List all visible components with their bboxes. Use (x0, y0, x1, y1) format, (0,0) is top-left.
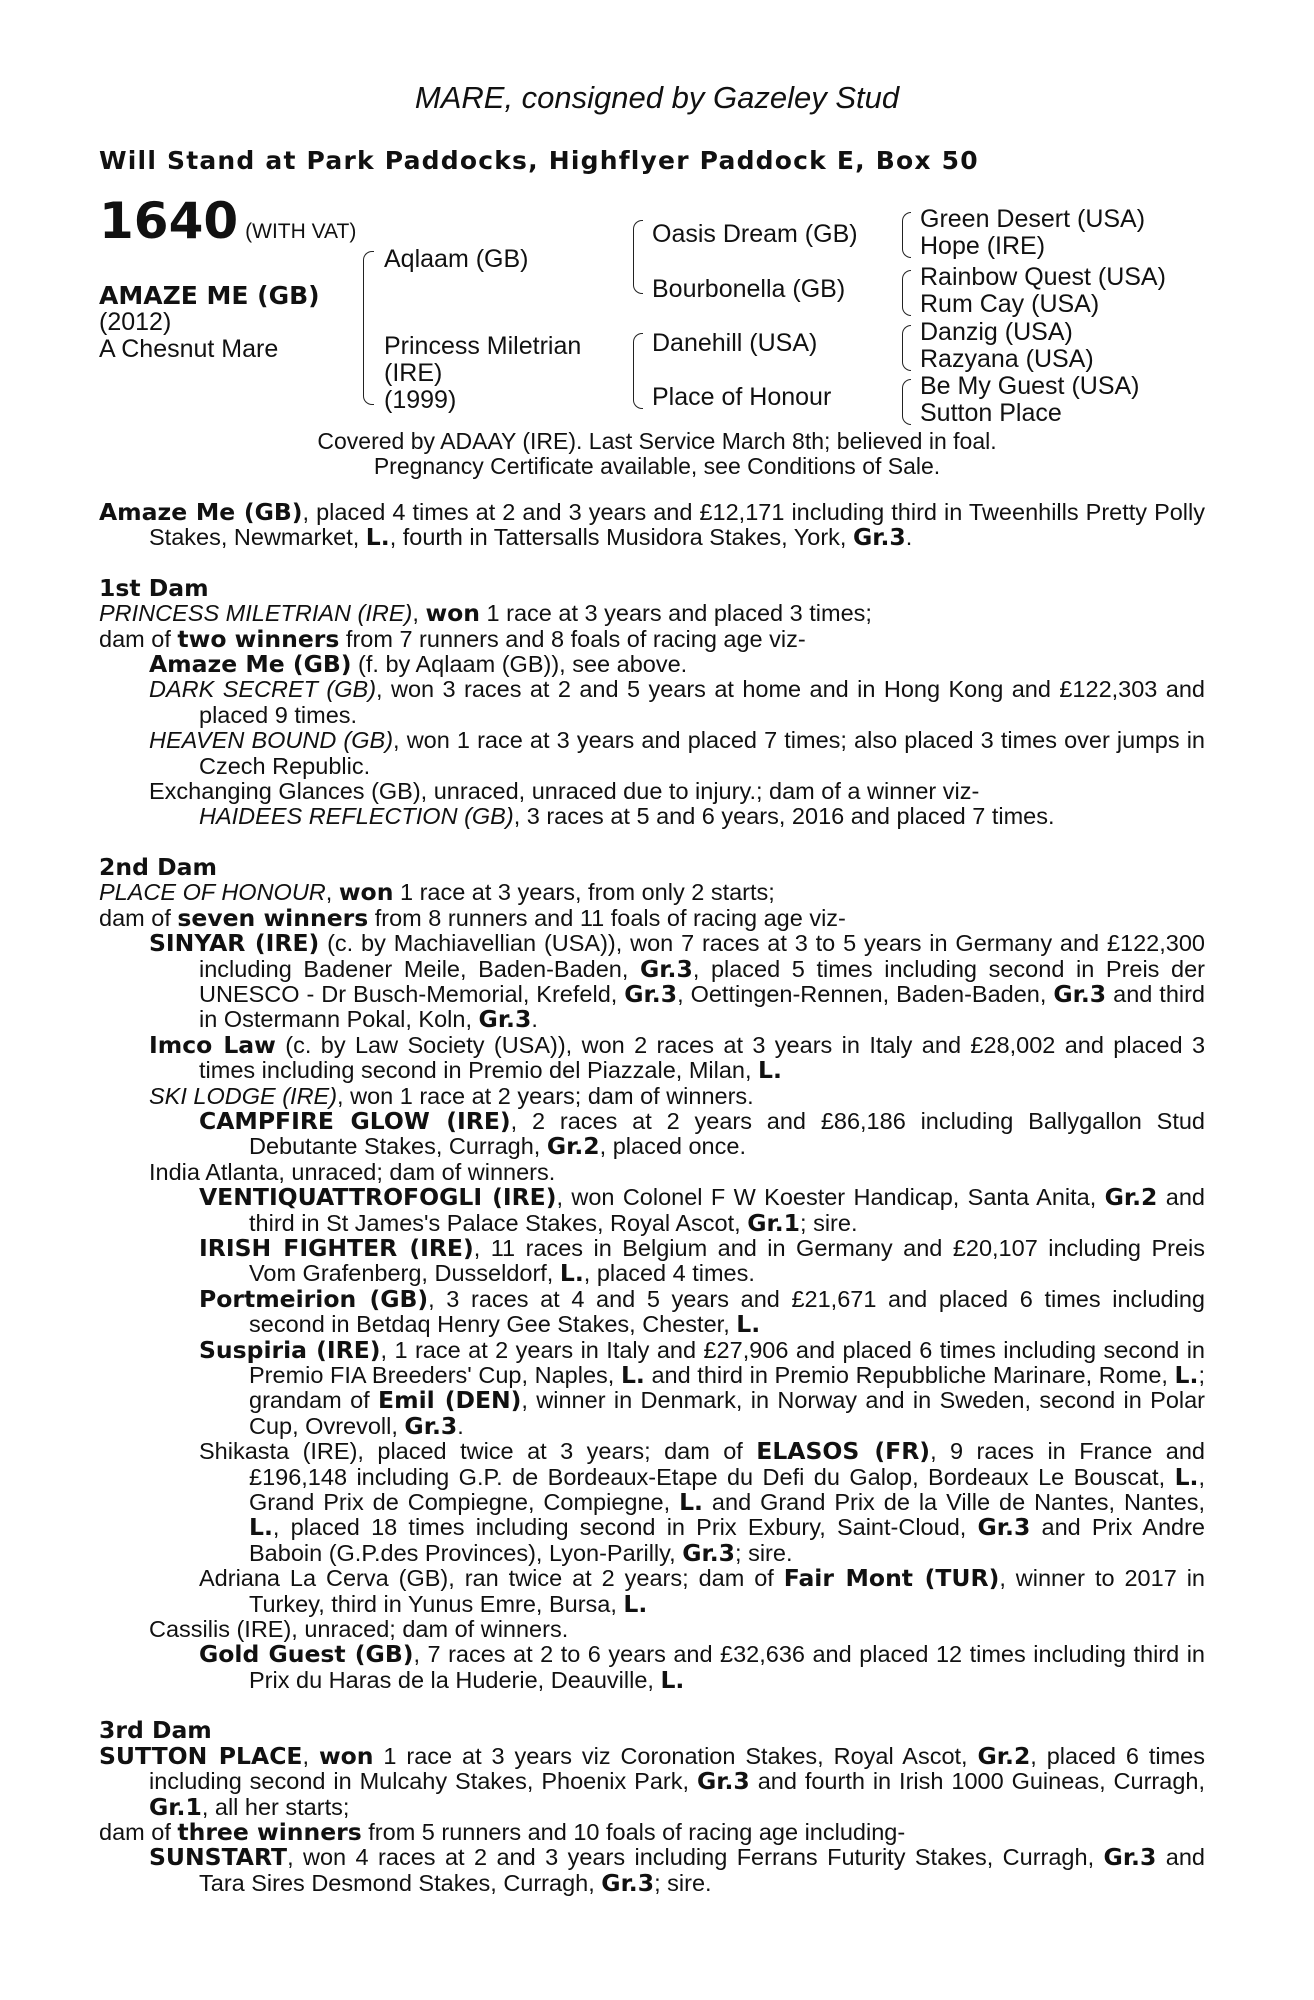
text-run: Gr.3 (682, 1538, 736, 1567)
text-run: 1 race at 3 years viz Coronation Stakes, Royal Ascot, (373, 1742, 978, 1769)
text-run: (f. by Aqlaam (GB)), see above. (351, 651, 688, 678)
text-run: , 1 race at 2 years in Italy and £27,906 and placed 6 times including second in Premio FIA Breeders' Cup, Naples, (249, 1336, 1206, 1388)
text-run: ; grandam of (249, 1362, 1205, 1414)
text-run: (c. by Law Society (USA)), won 2 races at 3 years in Italy and £28,002 and placed 3 times including second in Premio del Piazzale, Milan, (199, 1031, 1206, 1084)
text-run: L. (758, 1056, 782, 1085)
text-run: CAMPFIRE GLOW (IRE) (199, 1106, 511, 1135)
text-run: Gr.2 (546, 1132, 600, 1161)
produce-entry: Exchanging Glances (GB), unraced, unraced due to injury.; dam of a winner viz- (149, 778, 980, 805)
text-run: three winners (177, 1817, 362, 1846)
text-run: , (302, 1742, 319, 1769)
text-run: and Prix Andre Baboin (G.P.des Provinces), Lyon-Parilly, (249, 1514, 1205, 1566)
text-run: Portmeirion (GB) (199, 1284, 429, 1313)
lot-number: 1640 (99, 192, 239, 250)
text-run: , won 3 races at 2 and 5 years at home and in Hong Kong and £122,303 and placed 9 times. (199, 676, 1205, 728)
first-dam-produce (99, 624, 1205, 653)
lot-number-line (99, 192, 357, 250)
text-run: and third in Ostermann Pokal, Koln, (199, 980, 1206, 1033)
horse-year: (2012) (99, 308, 172, 336)
text-run: seven winners (177, 903, 369, 932)
produce-entry (99, 1106, 1205, 1161)
text-run: L. (249, 1513, 273, 1542)
pedigree-brace (633, 333, 643, 409)
text-run: dam of (99, 625, 178, 652)
dam-country: (IRE) (384, 359, 443, 387)
text-run: SUNSTART (149, 1843, 288, 1872)
text-run: Suspiria (IRE) (199, 1335, 381, 1364)
third-dam-produce (99, 1817, 1205, 1846)
text-run: Gr.3 (696, 1767, 750, 1796)
text-run: . (457, 1412, 464, 1439)
produce-entry (99, 1335, 1206, 1440)
text-run: HEAVEN BOUND (GB) (149, 727, 394, 754)
third-dam-record (99, 1741, 1205, 1821)
text-run: PLACE OF HONOUR (99, 879, 326, 906)
text-run: PRINCESS MILETRIAN (IRE) (99, 600, 413, 627)
text-run: , Grand Prix de Compiegne, Compiegne, (249, 1463, 1205, 1516)
dds-name: Be My Guest (USA) (920, 372, 1140, 400)
text-run: Gr.3 (640, 954, 693, 983)
text-run: won (338, 878, 394, 907)
text-run: SINYAR (IRE) (149, 929, 320, 958)
text-run: , winner to 2017 in Turkey, third in Yunus Emre, Bursa, (249, 1565, 1205, 1617)
text-run: , placed 4 times at 2 and 3 years and £12,171 including third in Tweenhills Pretty Polly Stakes, Newmarket, (149, 499, 1206, 551)
produce-entry (99, 677, 1205, 728)
text-run: L. (620, 1361, 645, 1389)
text-run: Gr.3 (624, 979, 678, 1008)
dam-name: Princess Miletrian (384, 332, 582, 360)
text-run: , winner in Denmark, in Norway and in Sweden, second in Polar Cup, Ovrevoll, (249, 1387, 1205, 1439)
sdd-name: Rum Cay (USA) (920, 290, 1100, 318)
pedigree-brace (902, 379, 911, 425)
pedigree-brace (902, 212, 911, 258)
text-run: Gr.1 (747, 1208, 801, 1237)
produce-entry (99, 1185, 1205, 1236)
page-title: MARE, consigned by Gazeley Stud (414, 80, 900, 115)
text-run: , placed 5 times including second in Preis der UNESCO - Dr Busch-Memorial, Krefeld, (199, 955, 1206, 1007)
text-run: Gr.3 (478, 1005, 532, 1034)
text-run: ELASOS (FR) (756, 1437, 931, 1466)
text-run: , 3 races at 5 and 6 years, 2016 and placed 7 times. (513, 803, 1055, 830)
produce-entry (99, 1439, 1205, 1566)
text-run: IRISH FIGHTER (IRE) (199, 1233, 474, 1262)
dsd-name: Razyana (USA) (920, 345, 1094, 373)
text-run: , Oettingen-Rennen, Baden-Baden, (677, 980, 1054, 1007)
text-run: , placed 4 times. (583, 1260, 755, 1287)
text-run: L. (1174, 1462, 1199, 1491)
produce-entry (99, 652, 1205, 677)
text-run: HAIDEES REFLECTION (GB) (199, 803, 514, 830)
dss-name: Danzig (USA) (920, 318, 1073, 346)
produce-entry (99, 1233, 1205, 1288)
text-run: , won 1 race at 3 years and placed 7 times; also placed 3 times over jumps in Czech Republic. (199, 727, 1205, 779)
text-run: , placed 18 times including second in Prix Exbury, Saint-Cloud, (272, 1514, 978, 1541)
text-run: , (325, 879, 339, 906)
cover-note: Covered by ADAAY (IRE). Last Service March 8th; believed in foal. (317, 428, 997, 454)
third-dam-heading: 3rd Dam (99, 1716, 212, 1745)
lot-summary (99, 500, 1205, 551)
text-run: from 5 runners and 10 foals of racing age including- (361, 1818, 906, 1845)
sire-dam-name: Bourbonella (GB) (652, 275, 846, 303)
produce-entry (99, 1566, 1205, 1617)
catalogue-body (99, 500, 1205, 1896)
first-dam-heading: 1st Dam (99, 573, 209, 602)
text-run: won (318, 1741, 374, 1770)
text-run: Gr.1 (149, 1792, 202, 1821)
text-run: Gr.2 (977, 1741, 1031, 1770)
text-run: 1 race at 3 years, from only 2 starts; (393, 879, 775, 906)
text-run: , 7 races at 2 to 6 years and £32,636 and placed 12 times including third in Prix du Haras de la Huderie, Deauville, (249, 1641, 1205, 1693)
text-run: , won 1 race at 2 years; dam of winners. (337, 1082, 754, 1109)
second-dam-record (99, 880, 1205, 905)
text-run: and third in Premio Repubbliche Marinare, Rome, (644, 1362, 1175, 1388)
dam-sire-name: Danehill (USA) (652, 329, 818, 357)
horse-name: AMAZE ME (GB) (99, 281, 320, 310)
ddd-name: Sutton Place (920, 399, 1062, 427)
horse-description: A Chesnut Mare (99, 335, 279, 363)
text-run: Shikasta (IRE), placed twice at 3 years; dam of (199, 1438, 757, 1465)
text-run: L. (1174, 1361, 1199, 1389)
pedigree-brace (902, 325, 911, 371)
sds-name: Rainbow Quest (USA) (920, 263, 1166, 291)
text-run: L. (365, 523, 390, 552)
produce-entry: India Atlanta, unraced; dam of winners. (149, 1158, 556, 1185)
text-run: and third in St James's Palace Stakes, Royal Ascot, (249, 1184, 1205, 1236)
text-run: , placed once. (599, 1133, 746, 1160)
vat-note: (WITH VAT) (245, 220, 357, 243)
text-run: (c. by Machiavellian (USA)), won 7 races at 3 to 5 years in Germany and £122,300 including Badener Meile, Baden-Baden, (199, 930, 1205, 982)
text-run: L. (679, 1488, 703, 1517)
produce-entry (99, 1642, 1205, 1693)
pedigree-brace (902, 270, 911, 316)
text-run: ; sire. (800, 1209, 858, 1236)
produce-entry (99, 931, 1205, 1033)
text-run: L. (623, 1589, 648, 1618)
text-run: and Tara Sires Desmond Stakes, Curragh, (199, 1844, 1205, 1896)
text-run: Amaze Me (GB) (99, 498, 303, 526)
produce-entry (99, 728, 1205, 779)
text-run: Fair Mont (TUR) (783, 1564, 1000, 1593)
text-run: L. (559, 1259, 584, 1288)
pedigree-brace (363, 251, 374, 405)
text-run: won (425, 599, 481, 628)
text-run: L. (660, 1665, 685, 1694)
produce-entry (99, 1284, 1205, 1339)
text-run: , all her starts; (201, 1793, 350, 1820)
produce-entry (99, 804, 1205, 829)
text-run: Imco Law (149, 1030, 276, 1059)
text-run: Gr.3 (852, 523, 906, 552)
text-run: Amaze Me (GB) (149, 650, 352, 679)
text-run: Gr.2 (1104, 1183, 1158, 1212)
sss-name: Green Desert (USA) (920, 205, 1146, 233)
text-run: Gr.3 (1053, 979, 1107, 1008)
text-run: , won 4 races at 2 and 3 years including Ferrans Futurity Stakes, Curragh, (287, 1844, 1104, 1871)
sire-sire-name: Oasis Dream (GB) (652, 220, 858, 248)
produce-entry (99, 1084, 1205, 1109)
text-run: SKI LODGE (IRE) (149, 1082, 338, 1109)
pedigree-brace (633, 220, 643, 294)
produce-entry: Cassilis (IRE), unraced; dam of winners. (149, 1616, 569, 1643)
text-run: ; sire. (735, 1539, 793, 1566)
text-run: SUTTON PLACE (99, 1741, 303, 1770)
text-run: , 9 races in France and £196,148 including G.P. de Bordeaux-Etape du Defi du Galop, Bordeaux Le Bouscat, (249, 1438, 1205, 1490)
text-run: Gr.3 (601, 1868, 655, 1897)
text-run: Adriana La Cerva (GB), ran twice at 2 years; dam of (199, 1565, 784, 1592)
text-run: L. (736, 1310, 761, 1339)
text-run: Gr.3 (1103, 1843, 1157, 1872)
text-run: , fourth in Tattersalls Musidora Stakes, York, (389, 524, 853, 551)
text-run: , 2 races at 2 years and £86,186 including Ballygallon Stud Debutante Stakes, Curragh, (249, 1107, 1205, 1160)
text-run: , (412, 600, 426, 627)
text-run: dam of (99, 1818, 178, 1845)
dam-dam-name: Place of Honour (652, 383, 832, 411)
sire-name: Aqlaam (GB) (384, 245, 529, 273)
text-run: Emil (DEN) (378, 1386, 522, 1415)
text-run: Gr.3 (977, 1513, 1031, 1542)
text-run: . (531, 1006, 538, 1033)
pregnancy-note: Pregnancy Certificate available, see Conditions of Sale. (373, 453, 941, 479)
text-run: and Grand Prix de la Ville de Nantes, Nantes, (702, 1489, 1206, 1516)
second-dam-produce (99, 903, 1205, 932)
text-run: , 3 races at 4 and 5 years and £21,671 and placed 6 times including second in Betdaq Henry Gee Stakes, Chester, (249, 1285, 1205, 1338)
first-dam-record (99, 601, 1205, 626)
stand-location: Will Stand at Park Paddocks, Highflyer Paddock E, Box 50 (99, 146, 979, 175)
text-run: DARK SECRET (GB) (149, 676, 377, 703)
text-run: 1 race at 3 years and placed 3 times; (480, 600, 872, 627)
dam-year: (1999) (384, 386, 457, 414)
text-run: from 8 runners and 11 foals of racing age viz- (368, 904, 846, 931)
produce-entry (99, 1030, 1206, 1085)
text-run: dam of (99, 904, 178, 931)
text-run: , placed 6 times including second in Mulcahy Stakes, Phoenix Park, (149, 1742, 1205, 1795)
text-run: , 11 races in Belgium and in Germany and £20,107 including Preis Vom Grafenberg, Dusseldorf, (249, 1234, 1205, 1287)
text-run: VENTIQUATTROFOGLI (IRE) (199, 1183, 557, 1212)
text-run: Gr.3 (404, 1411, 458, 1440)
text-run: two winners (177, 624, 340, 653)
ssd-name: Hope (IRE) (920, 232, 1046, 260)
text-run: , won Colonel F W Koester Handicap, Santa Anita, (556, 1184, 1105, 1211)
second-dam-heading: 2nd Dam (99, 852, 217, 881)
produce-entry (99, 1845, 1205, 1896)
text-run: Gold Guest (GB) (199, 1640, 414, 1669)
text-run: ; sire. (654, 1869, 712, 1896)
text-run: from 7 runners and 8 foals of racing age viz- (339, 625, 806, 652)
text-run: . (905, 524, 913, 551)
text-run: and fourth in Irish 1000 Guineas, Curragh, (749, 1768, 1205, 1795)
